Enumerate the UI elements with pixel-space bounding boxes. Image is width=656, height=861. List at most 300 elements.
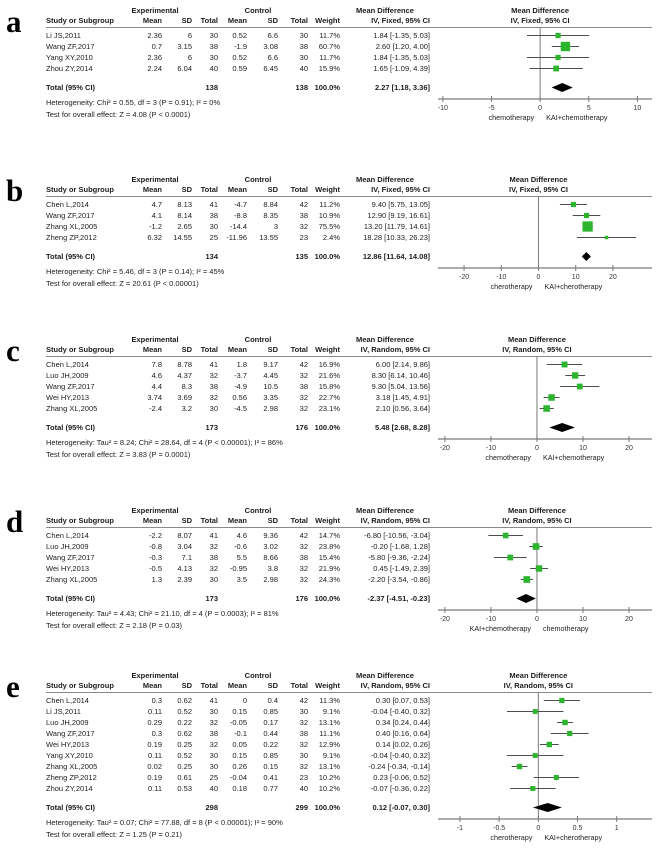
cell-study: Wang ZF,2017 xyxy=(46,42,95,51)
cell-study: Luo JH,2009 xyxy=(46,371,89,380)
cell-exp-sd: 0.62 xyxy=(177,729,192,738)
cell-exp-mean: 1.3 xyxy=(151,575,162,584)
group-header-control: Control xyxy=(244,175,272,184)
axis-tick-label: 10 xyxy=(633,105,642,112)
cell-exp-sd: 8.07 xyxy=(177,531,192,540)
col-header-weight: Weight xyxy=(315,185,340,194)
cell-study: Wei HY,2013 xyxy=(46,393,90,402)
study-marker xyxy=(503,533,509,539)
cell-ctrl-sd: 3.02 xyxy=(263,542,278,551)
axis-right-label: KAI+cherotherapy xyxy=(544,282,603,291)
col-header-weight: Weight xyxy=(315,516,340,525)
column-headers xyxy=(46,185,430,194)
col-header-ctrl-total: Total xyxy=(290,345,308,354)
cell-ctrl-mean: -0.04 xyxy=(229,773,247,782)
study-row xyxy=(46,541,430,552)
cell-exp-total: 30 xyxy=(209,222,218,231)
cell-exp-mean: 0.19 xyxy=(147,773,162,782)
cell-exp-mean xyxy=(138,802,162,813)
axis-tick-label: 1 xyxy=(614,825,619,832)
col-header-ctrl-total: Total xyxy=(290,16,308,25)
cell-exp-sd: 4.37 xyxy=(177,371,192,380)
study-row xyxy=(46,695,430,706)
cell-exp-total: 38 xyxy=(209,42,218,51)
axis-tick-label: 0 xyxy=(534,616,539,623)
col-header-study: Study or Subgroup xyxy=(46,16,114,25)
cell-ctrl-sd: 0.15 xyxy=(263,762,278,771)
cell-ci: 3.18 [1.45, 4.91] xyxy=(375,393,430,402)
cell-ci: -6.80 [-10.56, -3.04] xyxy=(364,531,430,540)
cell-study: Zhou ZY,2014 xyxy=(46,64,93,73)
cell-weight: 13.1% xyxy=(318,718,340,727)
study-row xyxy=(46,717,430,728)
cell-weight: 9.1% xyxy=(322,751,340,760)
study-row xyxy=(46,750,430,761)
cell-exp-mean: 4.1 xyxy=(151,211,162,220)
cell-ctrl-total: 42 xyxy=(299,696,308,705)
axis-tick-label: 20 xyxy=(625,616,633,623)
study-marker xyxy=(572,372,578,378)
group-header-experimental: Experimental xyxy=(131,6,179,15)
study-row xyxy=(46,359,430,370)
cell-ctrl-mean: 3.5 xyxy=(236,575,247,584)
cell-ctrl-mean: 0 xyxy=(242,696,247,705)
cell-exp-total: 40 xyxy=(209,64,218,73)
cell-ctrl-sd: 0.85 xyxy=(263,751,278,760)
cell-ctrl-mean: -0.05 xyxy=(229,718,247,727)
heterogeneity-text: Heterogeneity: Chi² = 5.46, df = 3 (P = 0.14); I² = 45% xyxy=(46,267,225,276)
cell-ctrl-mean: -0.95 xyxy=(229,564,247,573)
cell-ctrl-total: 32 xyxy=(299,740,308,749)
study-row xyxy=(46,41,430,52)
axis-tick-label: -20 xyxy=(458,274,470,281)
col-header-ctrl-sd: SD xyxy=(267,681,278,690)
cell-ctrl-total: 30 xyxy=(299,707,308,716)
axis-left-label: KAI+chemotherapy xyxy=(469,624,531,633)
col-header-ctrl-mean: Mean xyxy=(227,516,247,525)
cell-study: Total (95% CI) xyxy=(46,252,96,261)
cell-ctrl-mean: -4.9 xyxy=(234,382,247,391)
cell-exp-total: 41 xyxy=(209,200,218,209)
cell-ctrl-total: 32 xyxy=(299,762,308,771)
cell-exp-mean: -1.2 xyxy=(149,222,162,231)
study-rows xyxy=(46,359,430,414)
axis-tick-label: -5 xyxy=(488,105,495,112)
study-marker xyxy=(554,775,559,780)
cell-exp-total: 41 xyxy=(209,360,218,369)
study-marker xyxy=(559,698,564,703)
cell-study: Wang ZF,2017 xyxy=(46,553,95,562)
axis-right-label: chemotherapy xyxy=(542,624,589,633)
study-row xyxy=(46,52,430,63)
col-header-weight: Weight xyxy=(315,16,340,25)
cell-ci: -5.80 [-9.36, -2.24] xyxy=(368,553,430,562)
axis-tick-label: -10 xyxy=(485,616,496,623)
study-marker xyxy=(567,731,572,736)
study-rows xyxy=(46,199,430,243)
cell-ctrl-total: 38 xyxy=(299,211,308,220)
axis-tick-label: -20 xyxy=(439,445,450,452)
study-row xyxy=(46,574,430,585)
cell-exp-mean xyxy=(138,251,162,262)
study-marker xyxy=(536,565,542,571)
plot-mean-difference-header: Mean Difference xyxy=(507,506,566,515)
overall-effect-text: Test for overall effect: Z = 3.83 (P = 0.0001) xyxy=(46,450,191,459)
panel-letter: e xyxy=(6,669,20,704)
cell-ctrl-total: 32 xyxy=(299,718,308,727)
cell-ctrl-mean: -4.5 xyxy=(234,404,247,413)
cell-exp-total: 30 xyxy=(209,53,218,62)
cell-study: Li JS,2011 xyxy=(46,31,81,40)
cell-exp-sd: 6 xyxy=(187,31,192,40)
cell-ctrl-sd xyxy=(247,251,278,262)
cell-ctrl-sd: 3.8 xyxy=(267,564,278,573)
cell-weight: 21.6% xyxy=(318,371,340,380)
forest-plot-svg xyxy=(438,197,652,294)
plot-effect-model-label: IV, Random, 95% CI xyxy=(502,345,572,354)
cell-ci: 0.34 [0.24, 0.44] xyxy=(375,718,430,727)
cell-exp-total: 173 xyxy=(205,594,218,603)
cell-exp-mean: -0.5 xyxy=(149,564,162,573)
cell-exp-sd: 0.52 xyxy=(177,707,192,716)
cell-study: Chen L,2014 xyxy=(46,200,89,209)
cell-study: Li JS,2011 xyxy=(46,707,81,716)
study-row xyxy=(46,63,430,74)
cell-exp-sd: 0.61 xyxy=(177,773,192,782)
cell-ctrl-total: 42 xyxy=(299,360,308,369)
plot-mean-difference-header: Mean Difference xyxy=(509,671,568,680)
col-header-ctrl-sd: SD xyxy=(267,16,278,25)
cell-exp-mean: -2.2 xyxy=(149,531,162,540)
study-marker xyxy=(533,543,540,550)
study-row xyxy=(46,221,430,232)
cell-exp-total: 32 xyxy=(209,740,218,749)
cell-ctrl-total: 30 xyxy=(299,31,308,40)
cell-ctrl-total: 299 xyxy=(295,803,308,812)
cell-weight: 11.3% xyxy=(319,696,340,705)
heterogeneity-text: Heterogeneity: Tau² = 4.43; Chi² = 21.10, df = 4 (P = 0.0003); I² = 81% xyxy=(46,609,279,618)
study-row xyxy=(46,772,430,783)
forest-plot-svg xyxy=(438,528,652,636)
cell-ctrl-total: 32 xyxy=(299,575,308,584)
cell-exp-sd: 2.65 xyxy=(177,222,192,231)
cell-study: Total (95% CI) xyxy=(46,83,96,92)
cell-exp-mean xyxy=(138,593,162,604)
cell-weight: 10.2% xyxy=(318,784,340,793)
cell-ctrl-total: 23 xyxy=(299,233,308,242)
cell-study: Wei HY,2013 xyxy=(46,564,90,573)
cell-ctrl-sd: 0.41 xyxy=(263,773,278,782)
cell-ci: -0.07 [-0.36, 0.22] xyxy=(370,784,430,793)
axis-tick-label: -0.5 xyxy=(493,825,506,832)
col-header-effect: IV, Fixed, 95% CI xyxy=(371,185,430,194)
axis-tick-label: 10 xyxy=(579,445,587,452)
cell-exp-mean xyxy=(138,422,162,433)
cell-ci: 0.23 [-0.06, 0.52] xyxy=(373,773,430,782)
cell-ctrl-sd: 6.45 xyxy=(263,64,278,73)
axis-right-label: KAI+cherotherapy xyxy=(544,833,603,842)
cell-exp-total: 38 xyxy=(209,382,218,391)
cell-ctrl-total: 40 xyxy=(299,64,308,73)
study-row xyxy=(46,552,430,563)
col-header-exp-total: Total xyxy=(200,516,218,525)
cell-ctrl-total: 32 xyxy=(299,564,308,573)
col-header-study: Study or Subgroup xyxy=(46,345,114,354)
cell-ci: 2.27 [1.18, 3.36] xyxy=(374,83,430,92)
cell-exp-sd: 14.55 xyxy=(173,233,192,242)
col-header-study: Study or Subgroup xyxy=(46,681,114,690)
cell-weight: 11.1% xyxy=(319,729,340,738)
cell-ctrl-mean: 0.52 xyxy=(232,53,247,62)
cell-ctrl-total: 38 xyxy=(299,729,308,738)
study-marker xyxy=(561,42,570,51)
cell-study: Wang ZF,2017 xyxy=(46,211,95,220)
column-headers xyxy=(46,345,430,354)
study-row xyxy=(46,728,430,739)
cell-weight: 13.1% xyxy=(318,762,340,771)
axis-tick-label: 20 xyxy=(625,445,633,452)
axis-tick-label: 0 xyxy=(534,445,539,452)
col-header-effect: IV, Random, 95% CI xyxy=(360,516,430,525)
study-rows xyxy=(46,695,430,794)
cell-exp-sd: 0.25 xyxy=(177,740,192,749)
study-row xyxy=(46,563,430,574)
group-header-experimental: Experimental xyxy=(131,175,179,184)
cell-ci: 6.00 [2.14, 9.86] xyxy=(375,360,430,369)
cell-ctrl-mean: -1.9 xyxy=(234,42,247,51)
cell-exp-total: 30 xyxy=(209,707,218,716)
cell-ctrl-mean: -3.7 xyxy=(234,371,247,380)
cell-exp-mean: 0.3 xyxy=(151,696,162,705)
cell-study: Zhang XL,2005 xyxy=(46,762,98,771)
cell-ctrl-mean: 0.15 xyxy=(232,707,247,716)
cell-exp-sd: 6 xyxy=(187,53,192,62)
study-marker xyxy=(562,720,567,725)
study-marker xyxy=(571,202,576,207)
column-headers xyxy=(46,681,430,690)
cell-weight: 22.7% xyxy=(318,393,340,402)
axis-tick-label: -10 xyxy=(485,445,496,452)
cell-ctrl-mean: 4.6 xyxy=(236,531,247,540)
cell-ci: 0.30 [0.07, 0.53] xyxy=(375,696,430,705)
cell-exp-sd: 2.39 xyxy=(177,575,192,584)
cell-ctrl-sd: 4.45 xyxy=(263,371,278,380)
total-row xyxy=(46,82,430,93)
cell-exp-sd: 0.53 xyxy=(177,784,192,793)
axis-left-label: chemotherapy xyxy=(485,453,531,462)
axis-left-label: chemotherapy xyxy=(488,113,535,122)
cell-exp-total: 25 xyxy=(209,233,218,242)
total-diamond xyxy=(582,252,591,261)
cell-exp-sd: 0.22 xyxy=(177,718,192,727)
plot-effect-model-label: IV, Fixed, 95% CI xyxy=(510,16,570,25)
cell-ctrl-total: 135 xyxy=(295,252,308,261)
cell-study: Wei HY,2013 xyxy=(46,740,90,749)
cell-study: Chen L,2014 xyxy=(46,696,89,705)
cell-exp-mean: 0.11 xyxy=(147,784,162,793)
cell-ctrl-total: 30 xyxy=(299,53,308,62)
cell-study: Chen L,2014 xyxy=(46,360,89,369)
plot-mean-difference-header: Mean Difference xyxy=(507,335,566,344)
study-row xyxy=(46,210,430,221)
cell-exp-sd: 8.3 xyxy=(181,382,192,391)
heterogeneity-text: Heterogeneity: Tau² = 8.24; Chi² = 28.64, df = 4 (P < 0.00001); I² = 86% xyxy=(46,438,283,447)
cell-exp-total: 134 xyxy=(205,252,218,261)
cell-weight: 23.8% xyxy=(318,542,340,551)
cell-ctrl-total: 40 xyxy=(299,784,308,793)
cell-exp-total: 30 xyxy=(209,751,218,760)
cell-study: Yang XY,2010 xyxy=(46,53,93,62)
cell-study: Zheng ZP,2012 xyxy=(46,233,97,242)
cell-exp-total: 38 xyxy=(209,729,218,738)
study-marker xyxy=(543,405,550,412)
cell-weight: 15.4% xyxy=(318,553,340,562)
cell-ctrl-mean: 5.5 xyxy=(236,553,247,562)
cell-exp-mean: 7.8 xyxy=(151,360,162,369)
cell-ctrl-mean xyxy=(218,82,247,93)
cell-ctrl-sd: 0.22 xyxy=(263,740,278,749)
col-header-ctrl-sd: SD xyxy=(267,185,278,194)
cell-exp-mean: 2.24 xyxy=(147,64,162,73)
cell-exp-sd: 0.25 xyxy=(177,762,192,771)
col-header-weight: Weight xyxy=(315,681,340,690)
cell-study: Chen L,2014 xyxy=(46,531,89,540)
table-mean-difference-header: Mean Difference xyxy=(356,6,414,15)
cell-ci: 12.90 [9.19, 16.61] xyxy=(367,211,430,220)
col-header-ctrl-total: Total xyxy=(290,516,308,525)
study-marker xyxy=(547,742,552,747)
forest-plot-svg xyxy=(438,357,652,465)
cell-weight: 14.7% xyxy=(318,531,340,540)
cell-exp-total: 38 xyxy=(209,553,218,562)
plot-effect-model-label: IV, Fixed, 95% CI xyxy=(509,185,568,194)
axis-tick-label: 0 xyxy=(536,825,541,832)
cell-weight: 100.0% xyxy=(314,252,340,261)
cell-ctrl-mean: -0.6 xyxy=(234,542,247,551)
col-header-ctrl-sd: SD xyxy=(267,516,278,525)
cell-ci: 5.48 [2.68, 8.28] xyxy=(374,423,430,432)
cell-exp-mean: 4.7 xyxy=(151,200,162,209)
total-diamond xyxy=(516,594,536,603)
cell-ctrl-sd: 10.5 xyxy=(263,382,278,391)
cell-ctrl-total: 23 xyxy=(299,773,308,782)
cell-exp-total: 32 xyxy=(209,718,218,727)
cell-study: Zhang XL,2005 xyxy=(46,222,98,231)
col-header-effect: IV, Fixed, 95% CI xyxy=(371,16,430,25)
col-header-exp-sd: SD xyxy=(181,16,192,25)
cell-ci: 13.20 [11.79, 14.61] xyxy=(363,222,430,231)
table-mean-difference-header: Mean Difference xyxy=(356,335,414,344)
cell-ci: -0.24 [-0.34, -0.14] xyxy=(368,762,430,771)
axis-right-label: KAI+chemotherapy xyxy=(542,453,605,462)
study-row xyxy=(46,232,430,243)
forest-plot-svg xyxy=(438,693,652,845)
cell-ci: 18.28 [10.33, 26.23] xyxy=(363,233,430,242)
cell-exp-sd: 0.62 xyxy=(177,696,192,705)
cell-exp-sd: 6.04 xyxy=(177,64,192,73)
cell-weight: 11.7% xyxy=(319,53,340,62)
panel-letter: d xyxy=(6,504,24,539)
cell-exp-sd: 3.15 xyxy=(177,42,192,51)
cell-ci: -2.37 [-4.51, -0.23] xyxy=(367,594,430,603)
cell-exp-sd xyxy=(162,802,192,813)
total-diamond xyxy=(549,423,575,432)
cell-exp-mean: 0.7 xyxy=(151,42,162,51)
cell-ctrl-mean: -0.1 xyxy=(234,729,247,738)
cell-study: Zheng ZP,2012 xyxy=(46,773,97,782)
col-header-exp-mean: Mean xyxy=(142,681,162,690)
cell-weight: 75.5% xyxy=(318,222,340,231)
cell-exp-sd: 3.69 xyxy=(177,393,192,402)
study-marker xyxy=(605,236,608,239)
cell-weight: 15.8% xyxy=(318,382,340,391)
cell-exp-mean: 0.11 xyxy=(147,707,162,716)
cell-ci: -0.04 [-0.40, 0.32] xyxy=(370,707,430,716)
cell-study: Total (95% CI) xyxy=(46,803,96,812)
total-row xyxy=(46,593,430,604)
cell-ci: -2.20 [-3.54, -0.86] xyxy=(368,575,430,584)
group-header-experimental: Experimental xyxy=(131,506,179,515)
cell-study: Wang ZF,2017 xyxy=(46,729,95,738)
cell-ctrl-mean xyxy=(218,422,247,433)
cell-study: Total (95% CI) xyxy=(46,423,96,432)
col-header-ctrl-total: Total xyxy=(290,681,308,690)
plot-mean-difference-header: Mean Difference xyxy=(511,6,570,15)
cell-weight: 2.4% xyxy=(322,233,340,242)
cell-ctrl-total: 32 xyxy=(299,222,308,231)
col-header-exp-sd: SD xyxy=(181,681,192,690)
cell-weight: 100.0% xyxy=(314,423,340,432)
group-header-experimental: Experimental xyxy=(131,335,179,344)
cell-weight: 9.1% xyxy=(322,707,340,716)
cell-ctrl-mean: 0.52 xyxy=(232,31,247,40)
cell-ctrl-total: 42 xyxy=(299,200,308,209)
cell-ctrl-mean: 0.18 xyxy=(232,784,247,793)
cell-exp-mean: 0.02 xyxy=(147,762,162,771)
cell-exp-total: 30 xyxy=(209,762,218,771)
cell-study: Wang ZF,2017 xyxy=(46,382,95,391)
cell-exp-total: 32 xyxy=(209,371,218,380)
cell-weight: 100.0% xyxy=(314,803,340,812)
cell-exp-sd: 4.13 xyxy=(177,564,192,573)
cell-study: Zhou ZY,2014 xyxy=(46,784,93,793)
cell-exp-mean: 0.3 xyxy=(151,729,162,738)
axis-tick-label: -10 xyxy=(438,105,448,112)
cell-ctrl-total: 138 xyxy=(295,83,308,92)
cell-exp-sd: 8.13 xyxy=(177,200,192,209)
column-headers xyxy=(46,516,430,525)
study-marker xyxy=(517,764,522,769)
cell-ctrl-total: 30 xyxy=(299,751,308,760)
col-header-exp-total: Total xyxy=(200,681,218,690)
cell-ctrl-sd: 3.08 xyxy=(263,42,278,51)
axis-left-label: cherotherapy xyxy=(490,833,533,842)
cell-ctrl-sd: 0.77 xyxy=(263,784,278,793)
total-row xyxy=(46,802,430,813)
cell-ctrl-total: 32 xyxy=(299,404,308,413)
cell-ctrl-sd: 9.17 xyxy=(263,360,278,369)
cell-ctrl-sd xyxy=(247,82,278,93)
cell-exp-mean: 0.11 xyxy=(147,751,162,760)
cell-ctrl-sd: 2.98 xyxy=(263,575,278,584)
cell-study: Zhang XL,2005 xyxy=(46,404,98,413)
axis-tick-label: 10 xyxy=(579,616,587,623)
cell-ctrl-total: 32 xyxy=(299,371,308,380)
study-row xyxy=(46,392,430,403)
cell-exp-sd xyxy=(162,593,192,604)
study-row xyxy=(46,30,430,41)
axis-tick-label: -10 xyxy=(496,274,507,281)
